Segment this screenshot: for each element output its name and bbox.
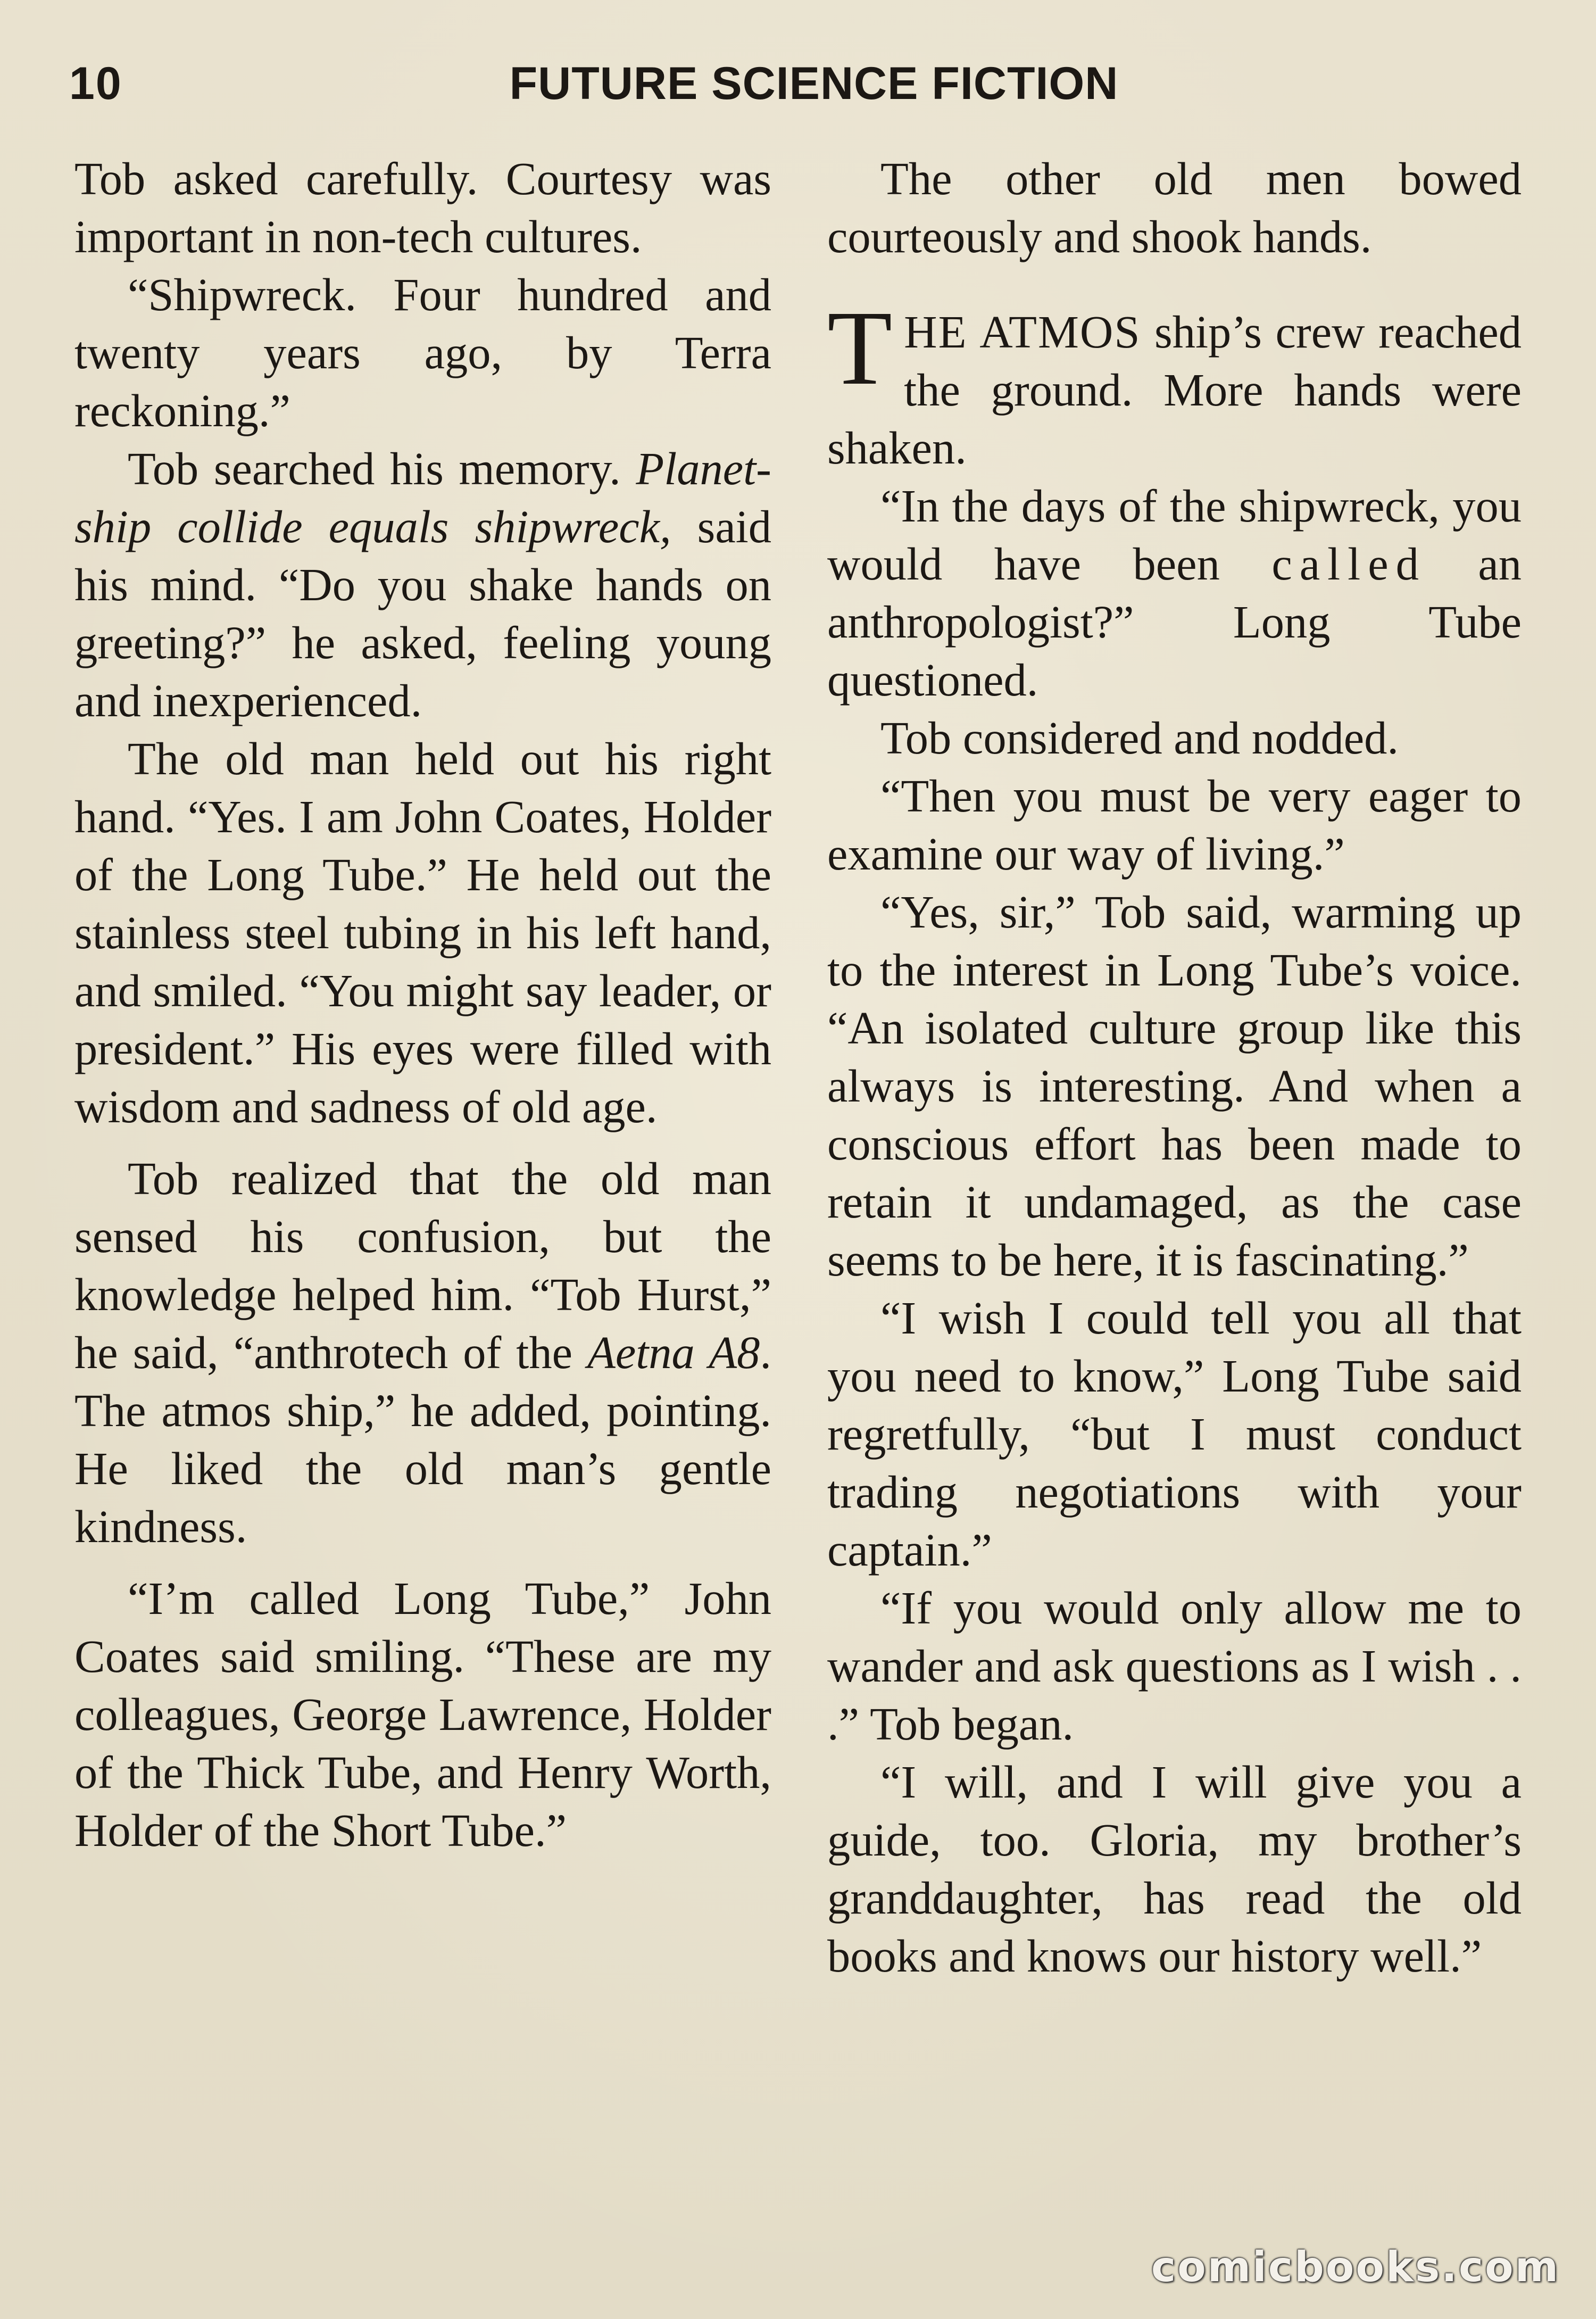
text-run: . The atmos ship,” he added, pointing. He liked the old man’s gentle kindness. xyxy=(74,1327,771,1552)
italic-text: Planet-ship collide equals shipwreck, xyxy=(74,443,771,552)
paragraph xyxy=(74,1150,771,1556)
page-number: 10 xyxy=(69,58,122,109)
text-run: said his mind. “Do you shake hands on greeting?” he asked, feeling young and inexperienced. xyxy=(74,501,772,726)
page-header xyxy=(69,57,1527,116)
text-run: an anthropologist?” Long Tube questioned. xyxy=(827,539,1522,706)
text-run: ship’s crew reached the ground. More hands were shaken. xyxy=(827,307,1522,474)
italic-text: Aetna A8 xyxy=(587,1327,760,1378)
paragraph: “Shipwreck. Four hundred and twenty years ago, by Terra reckoning.” xyxy=(74,269,771,436)
paragraph xyxy=(827,477,1522,709)
section-opening-paragraph xyxy=(827,289,1522,477)
paragraph: “I’m called Long Tube,” John Coates said smiling. “These are my colleagues, George Lawrence, Holder of the Thick Tube, and Henry Worth, Holder of the Short Tube.” xyxy=(74,1573,771,1856)
left-column xyxy=(74,150,771,2252)
paragraph: “I wish I could tell you all that you need to know,” Long Tube said regretfully, “but I must conduct trading negotiations with your captain.” xyxy=(827,1293,1522,1576)
paragraph: “If you would only allow me to wander and ask questions as I wish . . .” Tob began. xyxy=(827,1583,1522,1750)
paragraph: The other old men bowed courteously and shook hands. xyxy=(827,153,1522,262)
paragraph: Tob asked carefully. Courtesy was important in non-tech cultures. xyxy=(74,153,771,262)
paragraph: Tob considered and nodded. xyxy=(880,713,1399,764)
paragraph: “Then you must be very eager to examine our way of living.” xyxy=(827,771,1522,880)
paragraph: “Yes, sir,” Tob said, warming up to the interest in Long Tube’s voice. “An isolated culture group like this always is interesting. And when a conscious effort has been made to retain it undamaged, as the case seems to be here, it is fascinating.” xyxy=(827,887,1522,1286)
text-run: Tob realized that the old man sensed his confusion, but the knowledge helped him. “Tob Hurst,” he said, “anthrotech of the xyxy=(74,1153,771,1378)
drop-cap: T xyxy=(827,289,893,407)
watermark: comicbooks.com xyxy=(1151,2243,1560,2291)
text-run: “In the days of the shipwreck, you would have been xyxy=(827,481,1522,590)
text-run: Tob searched his memory. xyxy=(128,443,636,494)
spaced-text: called xyxy=(1271,539,1426,590)
paragraph: “I will, and I will give you a guide, too. Gloria, my brother’s granddaughter, has read the old books and knows our history well.” xyxy=(827,1757,1522,1982)
right-column xyxy=(827,150,1522,2252)
running-head: FUTURE SCIENCE FICTION xyxy=(509,58,1119,109)
paragraph: The old man held out his right hand. “Yes. I am John Coates, Holder of the Long Tube.” He held out the stainless steel tubing in his left hand, and smiled. “You might say leader, or president.” His eyes were filled with wisdom and sadness of old age. xyxy=(74,733,771,1132)
paragraph xyxy=(74,440,771,730)
small-caps-text: HE ATMOS xyxy=(904,307,1141,358)
